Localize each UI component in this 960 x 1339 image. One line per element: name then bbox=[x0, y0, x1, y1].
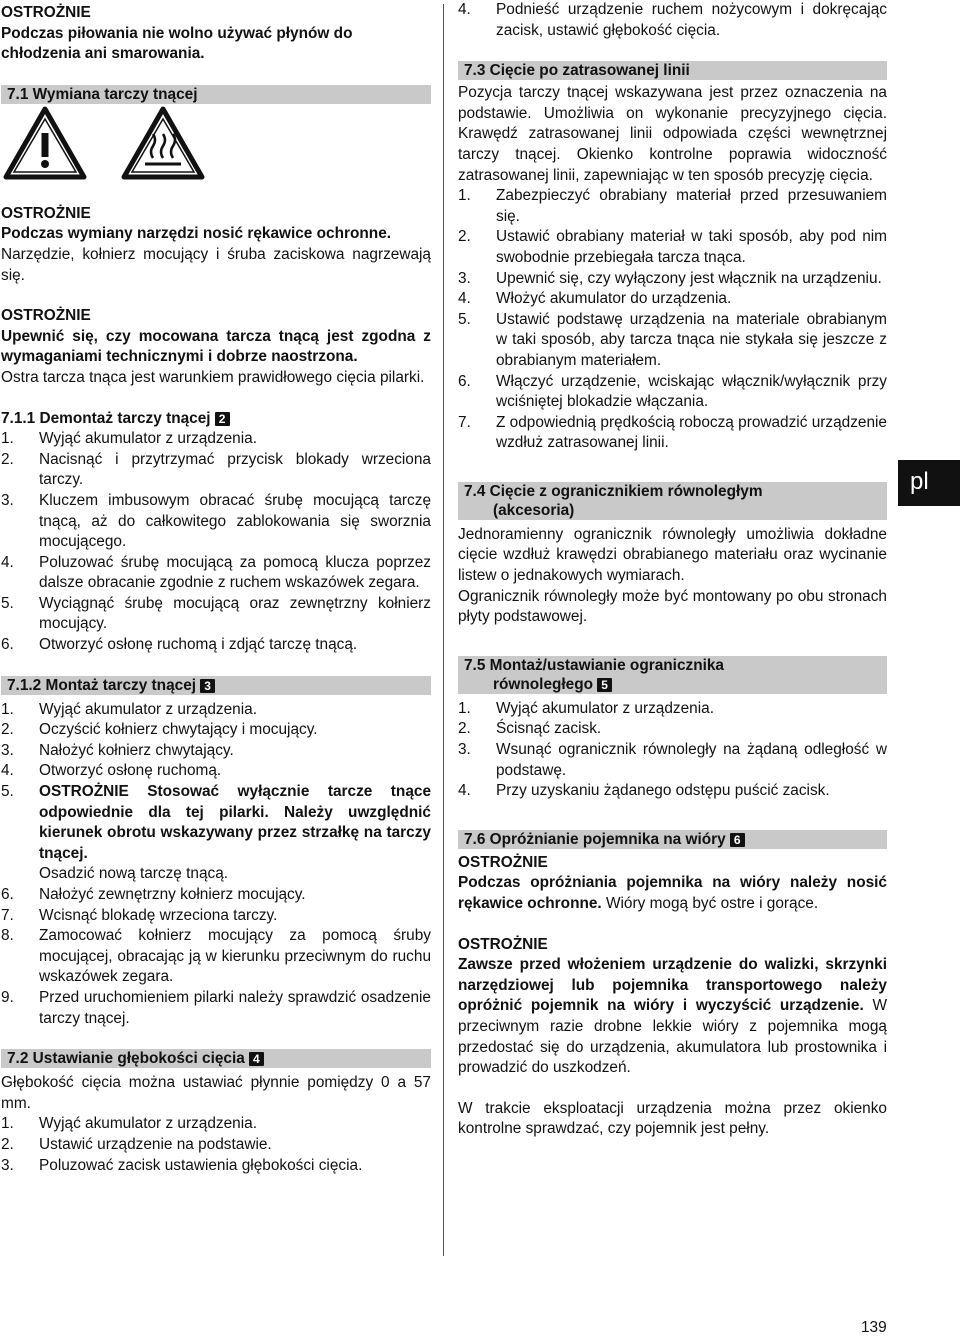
step-number: 2. bbox=[1, 1135, 14, 1153]
step-text: Wyjąć akumulator z urządzenia. bbox=[39, 1115, 257, 1133]
steps-list bbox=[1, 885, 431, 1029]
step-text: Ustawić podstawę urządzenia na materiale obrabianym w taki sposób, aby tarcza tnąca nie stykała się jeszcze z obrabianym materiałem. bbox=[496, 310, 887, 369]
step-number: 3. bbox=[1, 741, 14, 759]
step-number: 3. bbox=[458, 269, 471, 287]
list-item bbox=[1, 491, 431, 553]
list-item bbox=[458, 719, 887, 740]
paragraph: W trakcie eksploatacji urządzenia można przez okienko kontrolne sprawdzać, czy pojemnik jest pełny. bbox=[458, 1099, 887, 1138]
paragraph: Pozycja tarczy tnącej wskazywana jest przez oznaczenia na podstawie. Umożliwia on wykonanie precyzyjnego cięcia. Krawędź zatrasowanej linii odpowiada części wewnętrznej tarczy tnącej. Okienko kontrolne poprawia widoczność zatrasowanej linii, zapewniając w ten sposób precyzję cięcia. bbox=[458, 84, 887, 184]
subsection-heading-text: 7.1.2 Montaż tarczy tnącej bbox=[7, 676, 197, 694]
section-heading-7-3 bbox=[458, 61, 887, 80]
step-number: 8. bbox=[1, 927, 14, 945]
section-heading-7-5 bbox=[458, 656, 887, 694]
subsection-heading-text: 7.1.1 Demontaż tarczy tnącej bbox=[1, 409, 211, 427]
step-number: 4. bbox=[1, 762, 14, 780]
step-number: 3. bbox=[1, 491, 14, 509]
list-item bbox=[1, 926, 431, 988]
step-text: Oczyścić kołnierz chwytający i mocujący. bbox=[39, 721, 318, 739]
list-item bbox=[1, 1114, 431, 1135]
step-text: Wsunąć ogranicznik równoległy na żądaną odległość w podstawę. bbox=[496, 741, 887, 779]
list-item bbox=[458, 269, 887, 290]
step-text: Wyjąć akumulator z urządzenia. bbox=[39, 430, 257, 448]
step-text: Kluczem imbusowym obracać śrubę mocującą tarczę tnącą, aż do całkowitego zablokowania się sworznia mocującego. bbox=[39, 491, 431, 551]
list-item bbox=[458, 227, 887, 268]
step-text: Ustawić urządzenie na podstawie. bbox=[39, 1135, 272, 1153]
step-number: 9. bbox=[1, 988, 14, 1006]
step-number: 6. bbox=[1, 636, 14, 654]
list-item bbox=[1, 429, 431, 450]
list-item bbox=[458, 289, 887, 310]
step-text: Wcisnąć blokadę wrzeciona tarczy. bbox=[39, 906, 278, 924]
warning-title: OSTROŻNIE bbox=[1, 4, 91, 21]
figure-ref-badge: 3 bbox=[200, 679, 215, 693]
paragraph: Jednoramienny ogranicznik równoległy umożliwia dokładne cięcie wzdłuż krawędzi obrabianego materiału oraz wycinanie listew o jednakowych wymiarach. bbox=[458, 525, 887, 585]
step-text: Otworzyć osłonę ruchomą i zdjąć tarczę tnącą. bbox=[39, 636, 358, 654]
step-number: 4. bbox=[458, 290, 471, 308]
language-tab: pl bbox=[898, 460, 960, 506]
step-number: 2. bbox=[1, 721, 14, 739]
warning-text: Podczas piłowania nie wolno używać płynów do chłodzenia ani smarowania. bbox=[1, 24, 353, 63]
page-number: 139 bbox=[861, 1319, 887, 1336]
step-text: Upewnić się, czy wyłączony jest włącznik na urządzeniu. bbox=[496, 269, 882, 287]
step-number: 1. bbox=[1, 700, 14, 718]
section-heading-text: 7.6 Opróżnianie pojemnika na wióry bbox=[464, 830, 726, 848]
warning-bold-text: Zawsze przed włożeniem urządzenie do walizki, skrzynki narzędziowej lub pojemnika transportowego należy opróżnić pojemnik na wióry i wyczyścić urządzenie. bbox=[458, 956, 887, 1015]
step-text: Nałożyć kołnierz chwytający. bbox=[39, 741, 234, 759]
paragraph: Głębokość cięcia można ustawiać płynnie pomiędzy 0 a 57 mm. bbox=[1, 1074, 431, 1112]
step-number: 1. bbox=[1, 430, 14, 448]
warning-text: Ostra tarcza tnąca jest warunkiem prawidłowego cięcia pilarki. bbox=[1, 368, 425, 386]
list-item bbox=[1, 1156, 431, 1177]
list-item bbox=[1, 720, 431, 741]
list-item bbox=[458, 740, 887, 781]
step-text: Wyjąć akumulator z urządzenia. bbox=[496, 699, 714, 717]
warning-body-text: Wióry mogą być ostre i gorące. bbox=[601, 895, 819, 912]
column-divider bbox=[443, 4, 444, 1256]
warning-text: Narzędzie, kołnierz mocujący i śruba zaciskowa nagrzewają się. bbox=[1, 245, 431, 284]
step-text: Włożyć akumulator do urządzenia. bbox=[496, 290, 732, 308]
step-text: Wyjąć akumulator z urządzenia. bbox=[39, 700, 257, 718]
step-text bbox=[39, 782, 431, 885]
warning-bold-text: Podczas opróżniania pojemnika na wióry należy nosić rękawice ochronne. bbox=[458, 874, 887, 912]
step-number: 3. bbox=[458, 741, 471, 759]
figure-ref-badge: 5 bbox=[597, 678, 612, 692]
warning-title: OSTROŻNIE bbox=[1, 204, 91, 222]
step-text: Przy uzyskaniu żądanego odstępu puścić zacisk. bbox=[496, 782, 830, 800]
section-heading-7-1 bbox=[1, 85, 431, 104]
list-item bbox=[458, 781, 887, 802]
step-number: 5. bbox=[1, 594, 14, 612]
step-number: 2. bbox=[1, 450, 14, 468]
step-number: 7. bbox=[1, 906, 14, 924]
list-item bbox=[458, 413, 887, 454]
section-heading-text: 7.3 Cięcie po zatrasowanej linii bbox=[464, 62, 690, 80]
step-text: Nałożyć zewnętrzny kołnierz mocujący. bbox=[39, 886, 306, 903]
figure-ref-badge: 6 bbox=[730, 833, 745, 847]
warning-text bbox=[458, 873, 887, 914]
step-number: 7. bbox=[458, 413, 471, 431]
step-text: Poluzować zacisk ustawienia głębokości cięcia. bbox=[39, 1156, 363, 1174]
left-column bbox=[1, 0, 431, 1176]
list-item bbox=[1, 594, 431, 635]
step-text: Włączyć urządzenie, wciskając włącznik/wyłącznik przy wciśniętej blokadzie włączania. bbox=[496, 372, 887, 411]
list-item bbox=[1, 988, 431, 1029]
step-text: Z odpowiednią prędkością roboczą prowadzić urządzenie wzdłuż zatrasowanej linii. bbox=[496, 413, 887, 452]
steps-list bbox=[458, 186, 887, 454]
warning-text bbox=[458, 955, 887, 1079]
step-text: Nacisnąć i przytrzymać przycisk blokady wrzeciona tarczy. bbox=[39, 450, 431, 489]
subsection-heading-7-1-1 bbox=[1, 409, 431, 430]
step-text: Wyciągnąć śrubę mocującą oraz zewnętrzny kołnierz mocujący. bbox=[39, 594, 431, 633]
step-text: Podnieść urządzenie ruchem nożycowym i dokręcając zacisk, ustawić głębokość cięcia. bbox=[496, 1, 887, 39]
warning-title: OSTROŻNIE bbox=[458, 853, 548, 871]
step-text: Przed uruchomieniem pilarki należy sprawdzić osadzenie tarczy tnącej. bbox=[39, 988, 431, 1027]
step-text: Otworzyć osłonę ruchomą. bbox=[39, 762, 222, 780]
step-number: 2. bbox=[458, 720, 471, 738]
steps-list bbox=[458, 0, 887, 41]
step-number: 6. bbox=[1, 886, 14, 903]
list-item bbox=[1, 906, 431, 927]
figure-ref-badge: 4 bbox=[249, 1052, 264, 1066]
step-number: 1. bbox=[1, 1115, 14, 1133]
warning-text: Podczas wymiany narzędzi nosić rękawice ochronne. bbox=[1, 225, 392, 243]
subsection-heading-7-1-2 bbox=[1, 676, 431, 695]
step-text: Zamocować kołnierz mocujący za pomocą śruby mocującej, obracając ją w kierunku przeciwnym do ruchu wskazówek zegara. bbox=[39, 927, 431, 986]
list-item bbox=[1, 885, 431, 906]
warning-text: Upewnić się, czy mocowana tarcza tnącą jest zgodna z wymaganiami technicznymi i dobrze naostrzona. bbox=[1, 327, 431, 366]
warning-icons bbox=[1, 104, 431, 180]
paragraph: Ogranicznik równoległy może być montowany po obu stronach płyty podstawowej. bbox=[458, 587, 887, 626]
step-number: 6. bbox=[458, 372, 471, 390]
figure-ref-badge: 2 bbox=[215, 412, 230, 426]
list-item bbox=[458, 372, 887, 413]
section-heading-text: 7.1 Wymiana tarczy tnącej bbox=[7, 85, 198, 103]
list-item bbox=[1, 1135, 431, 1156]
list-item bbox=[1, 761, 431, 782]
steps-list bbox=[1, 782, 431, 885]
step-number: 4. bbox=[458, 1, 471, 18]
section-heading-text: równoległego bbox=[493, 675, 594, 693]
section-heading-7-2 bbox=[1, 1049, 431, 1068]
list-item bbox=[1, 450, 431, 491]
step-number: 1. bbox=[458, 699, 471, 717]
warning-title: OSTROŻNIE bbox=[458, 935, 548, 953]
step-number: 5. bbox=[458, 310, 471, 328]
list-item bbox=[1, 700, 431, 721]
step-number: 1. bbox=[458, 187, 471, 205]
section-heading-text: (akcesoria) bbox=[493, 501, 575, 519]
hot-surface-icon bbox=[121, 106, 205, 180]
list-item bbox=[458, 699, 887, 720]
steps-list bbox=[1, 700, 431, 782]
step-text: Ścisnąć zacisk. bbox=[496, 720, 602, 738]
right-column bbox=[458, 0, 887, 1140]
section-heading-text: 7.4 Cięcie z ogranicznikiem równoległym bbox=[464, 482, 763, 500]
steps-list bbox=[1, 429, 431, 656]
list-item bbox=[1, 553, 431, 594]
section-heading-text: 7.5 Montaż/ustawianie ogranicznika bbox=[464, 656, 724, 674]
list-item bbox=[1, 782, 431, 885]
step-warning-text: OSTROŻNIE Stosować wyłącznie tarcze tnące odpowiednie dla tej pilarki. Należy uwzględnić kierunek obrotu wskazywany przez strzałkę na tarczy tnącej. bbox=[39, 783, 431, 862]
section-heading-text: 7.2 Ustawianie głębokości cięcia bbox=[7, 1050, 245, 1068]
steps-list bbox=[1, 1114, 431, 1176]
list-item bbox=[1, 635, 431, 656]
steps-list bbox=[458, 699, 887, 802]
general-warning-icon bbox=[3, 106, 87, 180]
step-number: 5. bbox=[1, 783, 14, 801]
step-extra-text: Osadzić nową tarczę tnącą. bbox=[39, 865, 229, 883]
step-text: Ustawić obrabiany materiał w taki sposób, aby pod nim swobodnie przebiegała tarcza tnąca. bbox=[496, 228, 887, 266]
warning-body-text: W przeciwnym razie drobne lekkie wióry z pojemnika mogą przedostać się do urządzenia, akumulatora lub prostownika i prowadzić do uszkodzeń. bbox=[458, 997, 887, 1077]
list-item bbox=[458, 0, 887, 41]
step-number: 4. bbox=[458, 782, 471, 800]
section-heading-7-6 bbox=[458, 830, 887, 849]
list-item bbox=[458, 310, 887, 372]
step-text: Zabezpieczyć obrabiany materiał przed przesuwaniem się. bbox=[496, 187, 887, 225]
step-number: 3. bbox=[1, 1156, 14, 1174]
step-text: Poluzować śrubę mocującą za pomocą klucza poprzez dalsze obracanie zgodnie z ruchem wskazówek zegara. bbox=[39, 553, 431, 592]
section-heading-7-4 bbox=[458, 482, 887, 520]
warning-title: OSTROŻNIE bbox=[1, 307, 91, 325]
step-number: 4. bbox=[1, 553, 14, 571]
list-item bbox=[1, 741, 431, 762]
list-item bbox=[458, 186, 887, 227]
step-number: 2. bbox=[458, 228, 471, 246]
